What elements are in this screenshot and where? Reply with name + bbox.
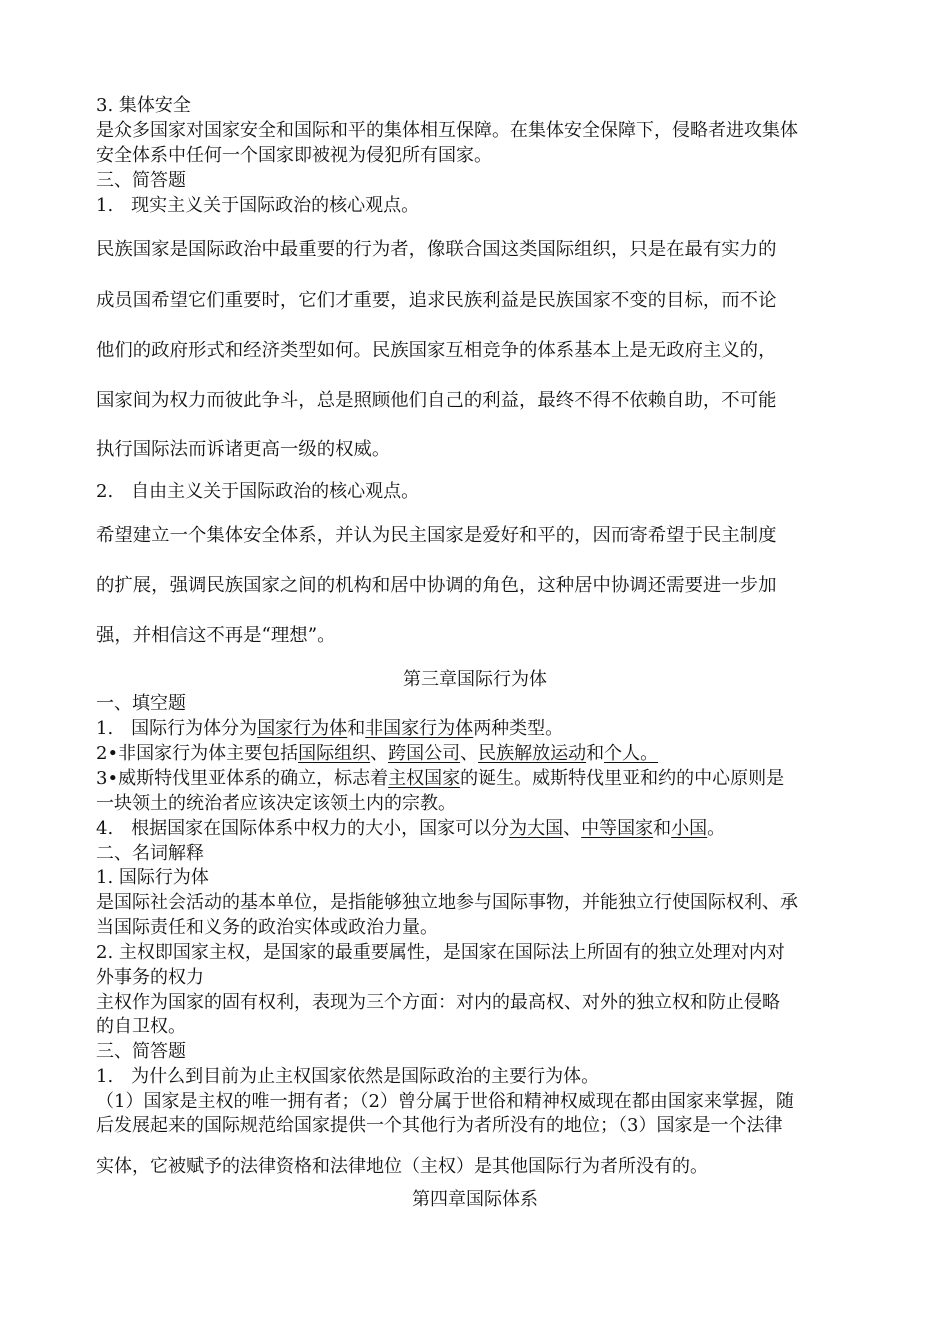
question-liberalism: 2. 自由主义关于国际政治的核心观点。 — [96, 481, 420, 502]
answer-blank: 为大国 — [509, 818, 564, 839]
answer-line: 成员国希望它们重要时，它们才重要，追求民族利益是民族国家不变的目标，而不论 — [96, 290, 777, 311]
term-title: 1. 国际行为体 — [96, 867, 209, 888]
answer-line: 国家间为权力而彼此争斗，总是照顾他们自己的利益，最终不得不依赖自助，不可能 — [96, 390, 777, 411]
chapter-title: 第四章国际体系 — [412, 1189, 538, 1210]
answer-line: 强，并相信这不再是“理想”。 — [96, 625, 336, 646]
answer-line: 实体，它被赋予的法律资格和法律地位（主权）是其他国际行为者所没有的。 — [96, 1156, 708, 1177]
section-title-collective-security: 3. 集体安全 — [96, 95, 191, 116]
fill-item-2: 2•非国家行为体主要包括国际组织、跨国公司、民族解放运动和个人。 — [96, 743, 659, 764]
answer-blank: 国际组织 — [298, 743, 371, 764]
answer-blank: 跨国公司 — [388, 743, 461, 764]
answer-line: 后发展起来的国际规范给国家提供一个其他行为者所没有的地位；（3）国家是一个法律 — [96, 1115, 783, 1136]
fill-item-3: 3•威斯特伐里亚体系的确立，标志着主权国家的诞生。威斯特伐里亚和约的中心原则是 — [96, 768, 785, 789]
fill-item-3-cont: 一块领土的统治者应该决定该领土内的宗教。 — [96, 793, 456, 814]
question-realism: 1. 现实主义关于国际政治的核心观点。 — [96, 195, 420, 216]
answer-line: 民族国家是国际政治中最重要的行为者，像联合国这类国际组织，只是在最有实力的 — [96, 239, 777, 260]
definition-line: 是众多国家对国家安全和国际和平的集体相互保障。在集体安全保障下，侵略者进攻集体 — [96, 120, 798, 141]
answer-blank: 小国 — [671, 818, 708, 839]
fill-item-1: 1. 国际行为体分为国家行为体和非国家行为体两种类型。 — [96, 718, 564, 739]
answer-line: 执行国际法而诉诸更高一级的权威。 — [96, 439, 391, 460]
chapter-title: 第三章国际行为体 — [403, 669, 547, 690]
fill-item-4: 4. 根据国家在国际体系中权力的大小，国家可以分为大国、中等国家和小国。 — [96, 818, 726, 839]
answer-blank: 中等国家 — [581, 818, 654, 839]
term-definition: 是国际社会活动的基本单位，是指能够独立地参与国际事物，并能独立行使国际权利、承 — [96, 892, 798, 913]
fill-in-heading: 一、填空题 — [96, 693, 186, 714]
answer-blank: 非国家行为体 — [365, 718, 474, 739]
answer-blank: 民族解放运动 — [478, 743, 587, 764]
answer-line: 他们的政府形式和经济类型如何。民族国家互相竞争的体系基本上是无政府主义的， — [96, 340, 777, 361]
answer-line: 的扩展，强调民族国家之间的机构和居中协调的角色，这种居中协调还需要进一步加 — [96, 575, 777, 596]
term-definition: 当国际责任和义务的政治实体或政治力量。 — [96, 917, 438, 938]
term-definition: 主权作为国家的固有权利，表现为三个方面：对内的最高权、对外的独立权和防止侵略 — [96, 992, 780, 1013]
term-definition: 外事务的权力 — [96, 967, 204, 988]
answer-blank: 主权国家 — [388, 768, 461, 789]
answer-blank: 个人。 — [604, 743, 659, 764]
term-heading: 二、名词解释 — [96, 843, 204, 864]
question-sovereign-state: 1. 为什么到目前为止主权国家依然是国际政治的主要行为体。 — [96, 1066, 600, 1087]
answer-line: 希望建立一个集体安全体系，并认为民主国家是爱好和平的，因而寄希望于民主制度 — [96, 525, 777, 546]
short-answer-heading: 三、简答题 — [96, 1041, 186, 1062]
short-answer-heading: 三、简答题 — [96, 170, 186, 191]
term-definition: 2. 主权即国家主权，是国家的最重要属性，是国家在国际法上所固有的独立处理对内对 — [96, 942, 785, 963]
answer-line: （1）国家是主权的唯一拥有者；（2）曾分属于世俗和精神权威现在都由国家来掌握，随 — [96, 1091, 794, 1112]
term-definition: 的自卫权。 — [96, 1016, 186, 1037]
answer-blank: 国家行为体 — [257, 718, 348, 739]
definition-line: 安全体系中任何一个国家即被视为侵犯所有国家。 — [96, 145, 492, 166]
